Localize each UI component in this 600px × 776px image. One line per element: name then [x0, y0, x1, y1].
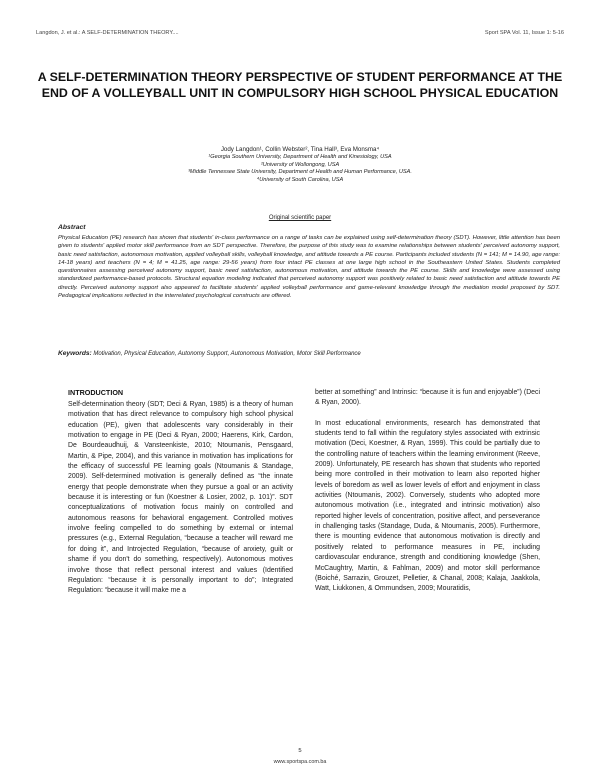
footer-url: www.sportspa.com.ba [273, 759, 327, 765]
keywords-text: Motivation, Physical Education, Autonomy Support, Autonomous Motivation, Motor Skill Performance [93, 351, 361, 357]
affiliation-3: ³Middle Tennessee State University, Department of Health and Human Performance, USA. [188, 169, 412, 176]
abstract-text: Physical Education (PE) research has shown that students' in-class performance on a range of tasks can be explained using self-determination theory (SDT). However, little attention has been given to students' applied motor skill performance from an SDT perspective. Therefore, the purpose of this study was to examine relationships between students' perceived autonomy support, basic need satisfaction, autonomous motivation, applied volleyball skills, volleyball knowledge, and attitude towards a PE course. Participants included students (N = 141; M = 14.90, age range: 14-18 years) and teachers (N = 4; M = 41.25, age range: 29-56 years) from four intact PE classes at one large high school in the Southeastern United States. Students completed questionnaires assessing perceived autonomy support, basic need satisfaction, autonomous motivation, and attitude towards the PE course. Skills and knowledge were assessed using standardized performance-based protocols. Structural equation modeling indicated that perceived autonomy support was positively related to basic need satisfaction and attitude towards PE directly. Perceived autonomy support also appeared to facilitate students' applied volleyball performance and game-relevant knowledge through the mediation model proposed by SDT. Pedagogical implications reflected in the interrelated psychological constructs are offered. [58, 235, 560, 300]
page-number: 5 [298, 748, 302, 754]
column-left [68, 388, 293, 597]
introduction-paragraph-1: Self-determination theory (SDT; Deci & Ryan, 1985) is a theory of human motivation that has direct relevance to compulsory high school physical education (PE), given that adolescents vary considerably in their motivation to engage in PE (Deci & Ryan, 2000; Haerens, Kirk, Cardon, De Bourdeaudhuij, & Vansteenkiste, 2010; Ntoumanis, Pensgaard, Martin, & Pipe, 2004), and this variance in motivation has implications for the efficacy of successful PE learning goals (Ntoumanis & Standage, 2009). Self-determined motivation is generally defined as “the innate energy that people demonstrate when they pursue a goal or an activity because it is interesting or fun (Koestner & Losier, 2002, p. 101)”. SDT conceptualizations of motivation focus mainly on controlled and autonomous reasons for behavioral engagement. Controlled motives involve feeling compelled to do something by external or internal pressures (e.g., External Regulation, “because a teacher will reward me for doing it”, and Introjected Regulation, “because of anxiety, guilt or shame if you don't do something, respectively). Autonomous motives involve those that reflect personal interest and values (Identified Regulation: “because it is personally important to do”; Integrated Regulation: “because it will make me a [68, 401, 293, 595]
keywords [58, 350, 560, 357]
introduction-paragraph-2: In most educational environments, research has demonstrated that students tend to fall within the regulatory styles associated with extrinsic motivation (Deci, Koestner, & Ryan, 1999). This could be partially due to the controlling nature of teachers within the learning environment (Reeve, 2009). Unfortunately, PE research has shown that students who reported being more controlled in their motivation to learn also reported higher levels of boredom as well as lower levels of effort and enjoyment in class activities (Ntoumanis, 2002). Conversely, students who adopted more autonomous motivation (i.e., integrated and intrinsic motivation) also reported higher levels of concentration, positive affect, and perseverance in challenging tasks (Standage, Duda, & Ntoumanis, 2005). Furthermore, there is mounting evidence that autonomous motivation is directly and positively related to performance measures in PE, including cardiovascular endurance, strength and conditioning knowledge (Shen, McCaughtry, Martin, & Fahlman, 2009) and motor skill performance (Boiché, Sarrazin, Grouzet, Pelletier, & Chanal, 2008; Kalaja, Jaakkola, Watt, Liukkonen, & Ommundsen, 2009; Mouratidis, [315, 419, 540, 593]
paper-title: A SELF-DETERMINATION THEORY PERSPECTIVE OF STUDENT PERFORMANCE AT THE END OF A VOLLEYBALL UNIT IN COMPULSORY HIGH SCHOOL PHYSICAL EDUCATION [37, 70, 563, 100]
section-heading-introduction: INTRODUCTION [68, 388, 124, 397]
running-head-left: Langdon, J. et al.: A SELF-DETERMINATION THEORY.... [36, 30, 179, 36]
affiliations [36, 154, 564, 184]
introduction-paragraph-continued: better at something” and Intrinsic: “because it is fun and enjoyable”) (Deci & Ryan, 2000). [315, 389, 540, 407]
keywords-label: Keywords: [58, 350, 92, 357]
running-head [36, 30, 564, 36]
running-head-right: Sport SPA Vol. 11, Issue 1: 5-16 [484, 30, 564, 36]
abstract-heading: Abstract [58, 224, 86, 231]
affiliation-1: ¹Georgia Southern University, Department of Health and Kinesiology, USA [208, 154, 392, 160]
author-list: Jody Langdon¹, Collin Webster², Tina Hall³, Eva Monsma⁴ [220, 146, 380, 153]
paper-type: Original scientific paper [268, 215, 332, 221]
column-right [315, 388, 540, 595]
affiliation-4: ⁴University of South Carolina, USA [256, 176, 344, 183]
affiliation-2: ²University of Wollongong, USA [260, 161, 340, 168]
